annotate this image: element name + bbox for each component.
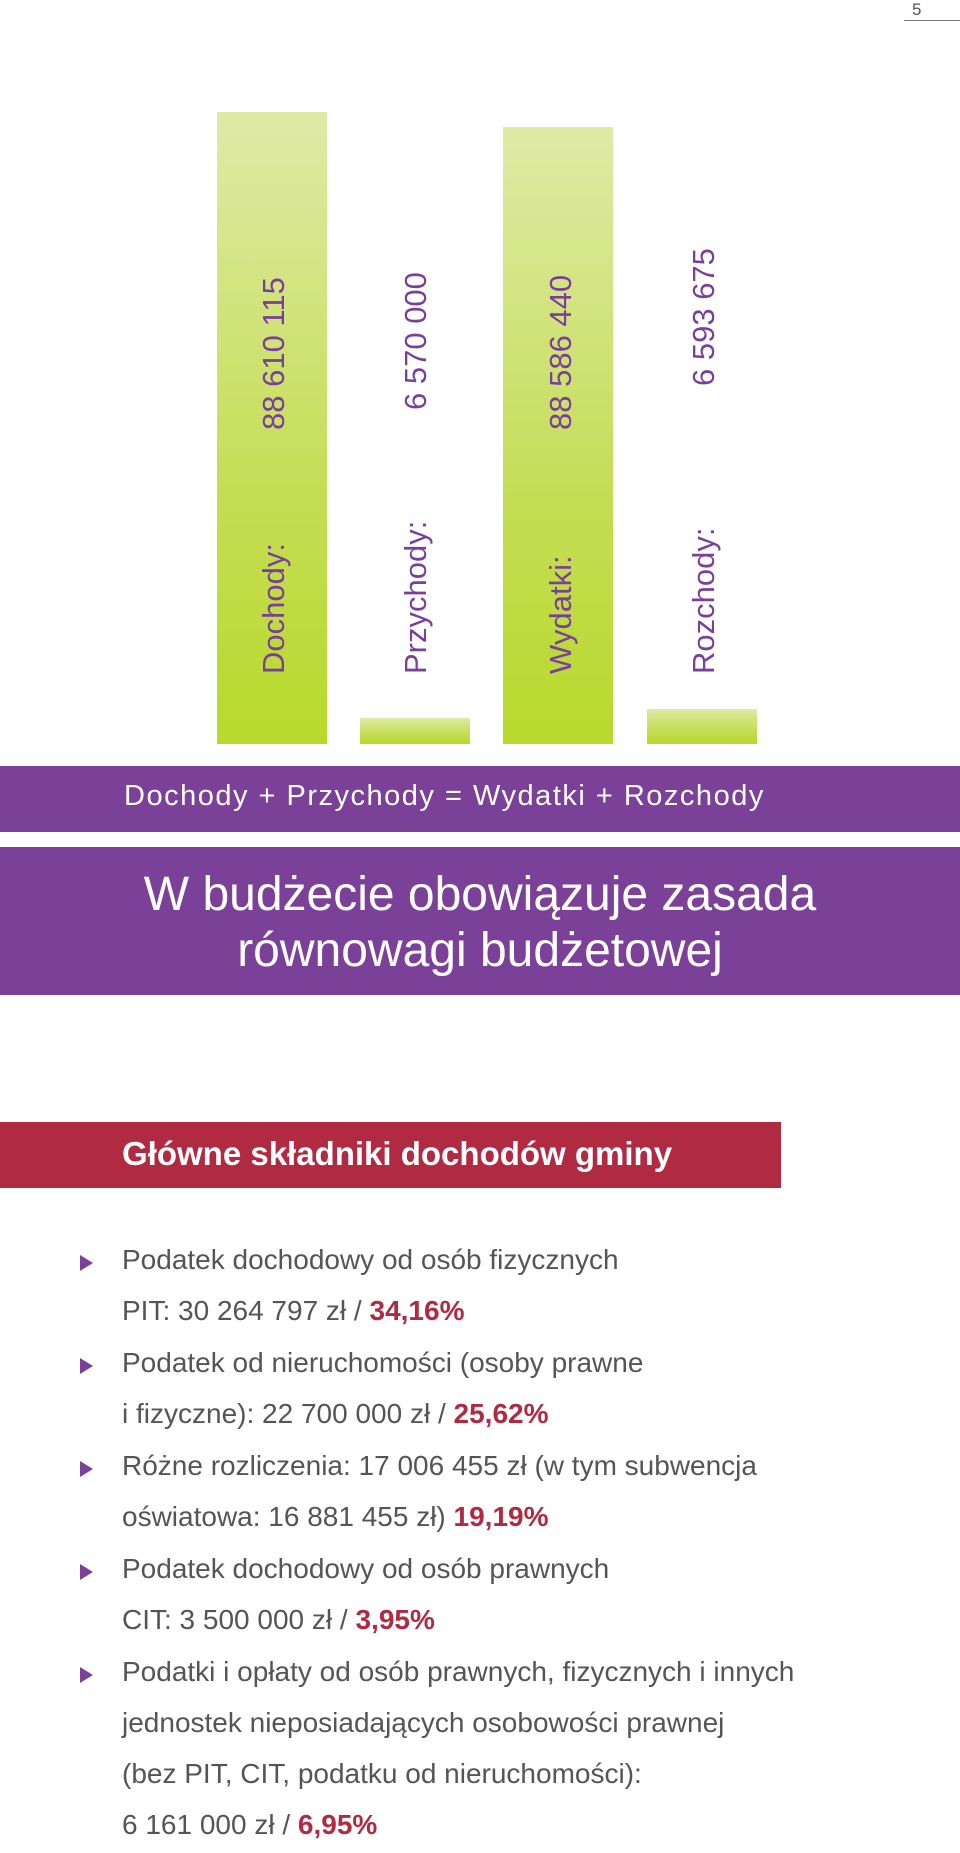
list-item-5-text: 6 161 000 zł /: [122, 1809, 298, 1840]
bar-label-rozchody: Rozchody:: [686, 527, 721, 674]
bar-rozchody: [647, 709, 757, 744]
list-item-4-line-2: [122, 1604, 435, 1636]
list-item-1-line-2: [122, 1295, 464, 1327]
list-item-5-line-4: [122, 1809, 377, 1841]
list-item-3-percent: 19,19%: [453, 1501, 549, 1532]
list-item-2-line-2: [122, 1398, 548, 1430]
list-item-1-line-1: Podatek dochodowy od osób fizycznych: [122, 1244, 619, 1275]
principle-line-2: równowagi budżetowej: [237, 924, 723, 977]
list-item-4-line-1: Podatek dochodowy od osób prawnych: [122, 1553, 610, 1584]
principle-line-1: W budżecie obowiązuje zasada: [143, 868, 817, 921]
list-item-4-text: CIT: 3 500 000 zł /: [122, 1604, 356, 1635]
list-item-3-line-1: Różne rozliczenia: 17 006 455 zł (w tym subwencja: [122, 1450, 757, 1481]
list-item-5-percent: 6,95%: [297, 1809, 378, 1840]
list-item-1-percent: 34,16%: [369, 1295, 465, 1326]
list-item-5-line-3: (bez PIT, CIT, podatku od nieruchomości):: [122, 1758, 642, 1789]
bar-przychody: [360, 718, 470, 744]
bar-value-przychody: 6 570 000: [398, 272, 433, 410]
list-item-3-text: oświatowa: 16 881 455 zł): [122, 1501, 454, 1532]
bar-label-wydatki: Wydatki:: [543, 555, 578, 674]
bar-value-rozchody: 6 593 675: [686, 248, 721, 386]
list-item-5-line-2: jednostek nieposiadających osobowości prawnej: [122, 1707, 725, 1738]
principle-band: [0, 847, 960, 995]
bar-value-wydatki: 88 586 440: [543, 274, 578, 430]
equation-band: [0, 766, 960, 832]
bar-value-dochody: 88 610 115: [256, 277, 291, 430]
bar-label-przychody: Przychody:: [398, 520, 433, 674]
bar-label-dochody: Dochody:: [256, 543, 291, 674]
list-item-4-percent: 3,95%: [355, 1604, 435, 1635]
list-item-2-text: i fizyczne): 22 700 000 zł /: [122, 1398, 454, 1429]
equation-text: Dochody + Przychody = Wydatki + Rozchody: [124, 780, 765, 812]
list-item-3-line-2: [122, 1501, 549, 1533]
list-item-1-text: PIT: 30 264 797 zł /: [122, 1295, 370, 1326]
section-header: [0, 1122, 781, 1188]
section-title: Główne składniki dochodów gminy: [122, 1135, 673, 1172]
bullet-arrow-icon: [80, 1667, 93, 1683]
bullet-arrow-icon: [80, 1564, 93, 1580]
page-number: 5: [912, 0, 922, 19]
page-number-rule: [904, 20, 960, 21]
bullet-arrow-icon: [80, 1358, 93, 1374]
list-item-2-line-1: Podatek od nieruchomości (osoby prawne: [122, 1347, 644, 1378]
bullet-arrow-icon: [80, 1461, 93, 1477]
bullet-arrow-icon: [80, 1255, 93, 1271]
list-item-5-line-1: Podatki i opłaty od osób prawnych, fizycznych i innych: [122, 1656, 795, 1687]
list-item-2-percent: 25,62%: [453, 1398, 549, 1429]
